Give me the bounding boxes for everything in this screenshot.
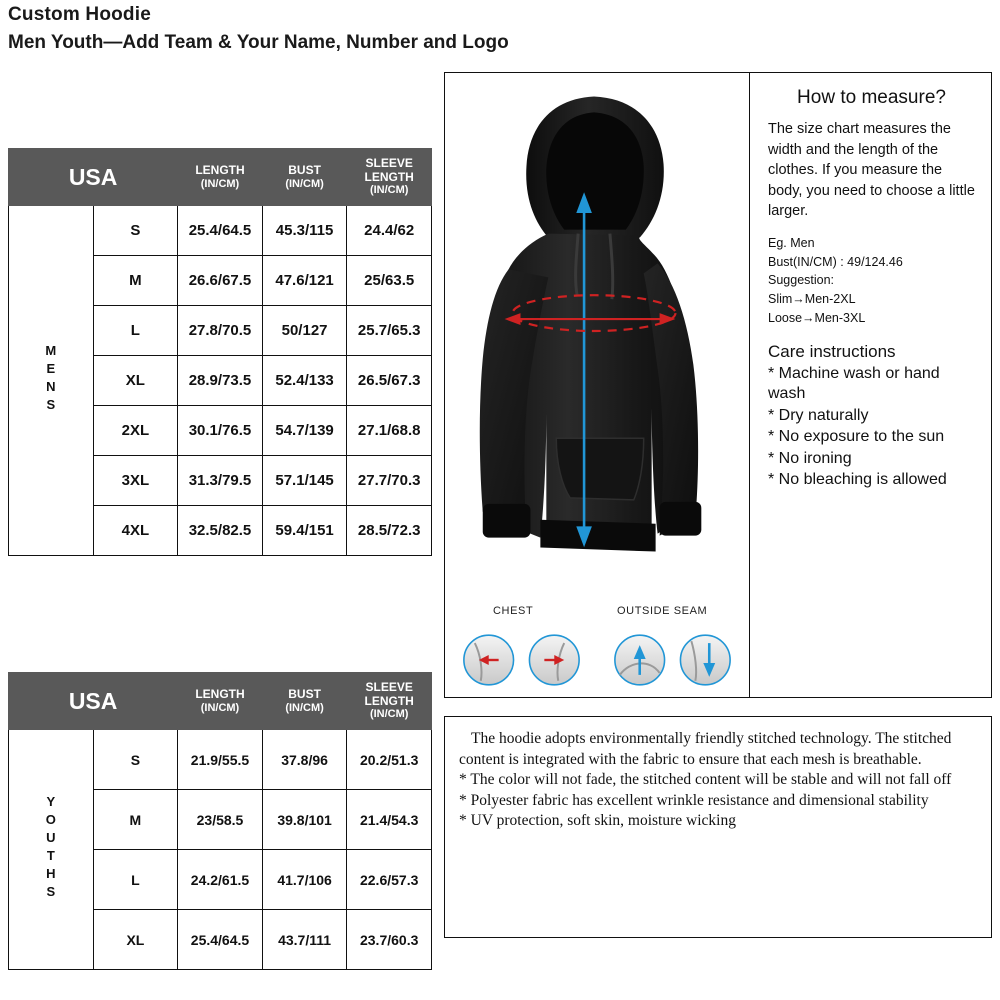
hoodie-right-cuff: [660, 502, 702, 536]
notes-paragraph-4: * UV protection, soft skin, moisture wicking: [459, 812, 736, 830]
cell-length: 32.5/82.5: [178, 506, 263, 556]
hoodie-left-cuff: [483, 504, 531, 538]
group-label-mens: [9, 206, 94, 556]
page-subtitle: Men Youth—Add Team & Your Name, Number and Logo: [8, 32, 509, 53]
column-header-bust-unit: (IN/CM): [285, 177, 324, 190]
cell-sleeve: 22.6/57.3: [347, 850, 432, 910]
hoodie-pocket: [556, 438, 643, 500]
column-header-bust: [262, 149, 347, 206]
outside-seam-marker-label: OUTSIDE SEAM: [617, 605, 708, 617]
example-line-3: Suggestion:: [768, 273, 835, 288]
cell-length: 27.8/70.5: [178, 306, 263, 356]
care-item: * No exposure to the sun: [768, 428, 945, 446]
table-header-row: [9, 149, 432, 206]
mens-table-head: [9, 149, 432, 206]
column-header-usa: USA: [9, 149, 178, 206]
care-item: * Machine wash or hand wash: [768, 364, 940, 403]
column-header-sleeve-label: SLEEVE LENGTH: [364, 155, 414, 184]
table-header-row: [9, 673, 432, 730]
column-header-sleeve-unit: (IN/CM): [369, 708, 409, 721]
cell-size: 4XL: [93, 506, 178, 556]
hoodie-image-panel: [444, 72, 750, 698]
cell-sleeve: 24.4/62: [347, 206, 432, 256]
measure-marker-labels: [445, 593, 749, 693]
chest-marker-label: CHEST: [493, 605, 534, 617]
column-header-bust-label: BUST: [288, 162, 321, 177]
cell-length: 25.4/64.5: [178, 206, 263, 256]
cell-size: M: [93, 790, 178, 850]
youths-table-body: [9, 730, 432, 970]
column-header-sleeve: [347, 673, 432, 730]
cell-length: 24.2/61.5: [178, 850, 263, 910]
cell-bust: 47.6/121: [262, 256, 347, 306]
hoodie-hood-inner: [546, 112, 644, 229]
cell-bust: 41.7/106: [262, 850, 347, 910]
cell-sleeve: 26.5/67.3: [347, 356, 432, 406]
youths-size-table-block: [8, 672, 432, 970]
cell-length: 23/58.5: [178, 790, 263, 850]
hoodie-illustration: [445, 73, 749, 583]
cell-bust: 39.8/101: [262, 790, 347, 850]
cell-length: 21.9/55.5: [178, 730, 263, 790]
product-notes-panel: [444, 716, 992, 938]
cell-length: 30.1/76.5: [178, 406, 263, 456]
example-line-1: Eg. Men: [768, 235, 815, 250]
cell-length: 26.6/67.5: [178, 256, 263, 306]
care-instructions-list: [768, 364, 975, 491]
cell-sleeve: 25/63.5: [347, 256, 432, 306]
cell-length: 28.9/73.5: [178, 356, 263, 406]
column-header-sleeve-label: SLEEVE LENGTH: [364, 679, 414, 708]
column-header-length-unit: (IN/CM): [200, 177, 240, 190]
how-to-measure-heading: How to measure?: [797, 87, 946, 108]
cell-sleeve: 28.5/72.3: [347, 506, 432, 556]
cell-bust: 57.1/145: [262, 456, 347, 506]
column-header-length-label: LENGTH: [195, 686, 245, 701]
cell-size: L: [93, 306, 178, 356]
column-header-length-unit: (IN/CM): [200, 701, 240, 714]
youths-table-head: [9, 673, 432, 730]
cell-length: 31.3/79.5: [178, 456, 263, 506]
outside-seam-left-icon: [615, 635, 665, 685]
cell-size: 2XL: [93, 406, 178, 456]
chest-right-icon: [529, 635, 579, 685]
notes-paragraph-2: * The color will not fade, the stitched content will be stable and will not fall off: [459, 771, 952, 789]
cell-size: 3XL: [93, 456, 178, 506]
mens-size-table-block: [8, 148, 432, 556]
notes-paragraph-1: The hoodie adopts environmentally friendly stitched technology. The stitched content is integrated with the fabric to ensure that each mesh is breathable.: [459, 730, 952, 768]
cell-sleeve: 21.4/54.3: [347, 790, 432, 850]
table-row: [9, 730, 432, 790]
care-item: * No ironing: [768, 449, 852, 467]
measure-marker-icons: [445, 631, 749, 689]
page-title: Custom Hoodie: [8, 4, 151, 25]
example-line-4: Slim→Men-2XL: [768, 292, 856, 307]
mens-size-table: [8, 148, 432, 556]
column-header-bust: [262, 673, 347, 730]
chest-left-icon: [464, 635, 514, 685]
cell-sleeve: 27.7/70.3: [347, 456, 432, 506]
how-to-measure-panel: [750, 72, 992, 698]
cell-size: XL: [93, 356, 178, 406]
cell-bust: 37.8/96: [262, 730, 347, 790]
hoodie-hem: [540, 520, 655, 552]
youths-size-table: [8, 672, 432, 970]
column-header-sleeve-unit: (IN/CM): [369, 184, 409, 197]
cell-size: M: [93, 256, 178, 306]
group-label-youths: [9, 730, 94, 970]
column-header-length: [178, 673, 263, 730]
example-line-5: Loose→Men-3XL: [768, 310, 866, 325]
cell-bust: 50/127: [262, 306, 347, 356]
example-line-2: Bust(IN/CM) : 49/124.46: [768, 254, 903, 269]
column-header-sleeve: [347, 149, 432, 206]
cell-sleeve: 27.1/68.8: [347, 406, 432, 456]
cell-size: L: [93, 850, 178, 910]
page-header: [8, 4, 908, 54]
measure-example-block: [768, 234, 975, 328]
cell-sleeve: 20.2/51.3: [347, 730, 432, 790]
column-header-bust-label: BUST: [288, 686, 321, 701]
outside-seam-right-icon: [680, 635, 730, 685]
column-header-bust-unit: (IN/CM): [285, 701, 324, 714]
cell-bust: 54.7/139: [262, 406, 347, 456]
cell-bust: 43.7/111: [262, 910, 347, 970]
care-item: * No bleaching is allowed: [768, 470, 947, 488]
table-row: [9, 206, 432, 256]
mens-table-body: [9, 206, 432, 556]
group-label-text: MENS: [43, 342, 59, 415]
column-header-length: [178, 149, 263, 206]
how-to-measure-body: The size chart measures the width and the length of the clothes. If you measure the body, you need to choose a little larger.: [768, 121, 975, 220]
group-label-text: YOUTHS: [43, 794, 59, 902]
cell-size: XL: [93, 910, 178, 970]
notes-paragraph-3: * Polyester fabric has excellent wrinkle resistance and dimensional stability: [459, 791, 929, 809]
cell-sleeve: 25.7/65.3: [347, 306, 432, 356]
cell-size: S: [93, 730, 178, 790]
care-item: * Dry naturally: [768, 406, 869, 424]
cell-sleeve: 23.7/60.3: [347, 910, 432, 970]
cell-length: 25.4/64.5: [178, 910, 263, 970]
cell-size: S: [93, 206, 178, 256]
cell-bust: 52.4/133: [262, 356, 347, 406]
care-instructions-heading: Care instructions: [768, 341, 896, 361]
cell-bust: 59.4/151: [262, 506, 347, 556]
column-header-length-label: LENGTH: [195, 162, 245, 177]
column-header-usa: USA: [9, 673, 178, 730]
cell-bust: 45.3/115: [262, 206, 347, 256]
